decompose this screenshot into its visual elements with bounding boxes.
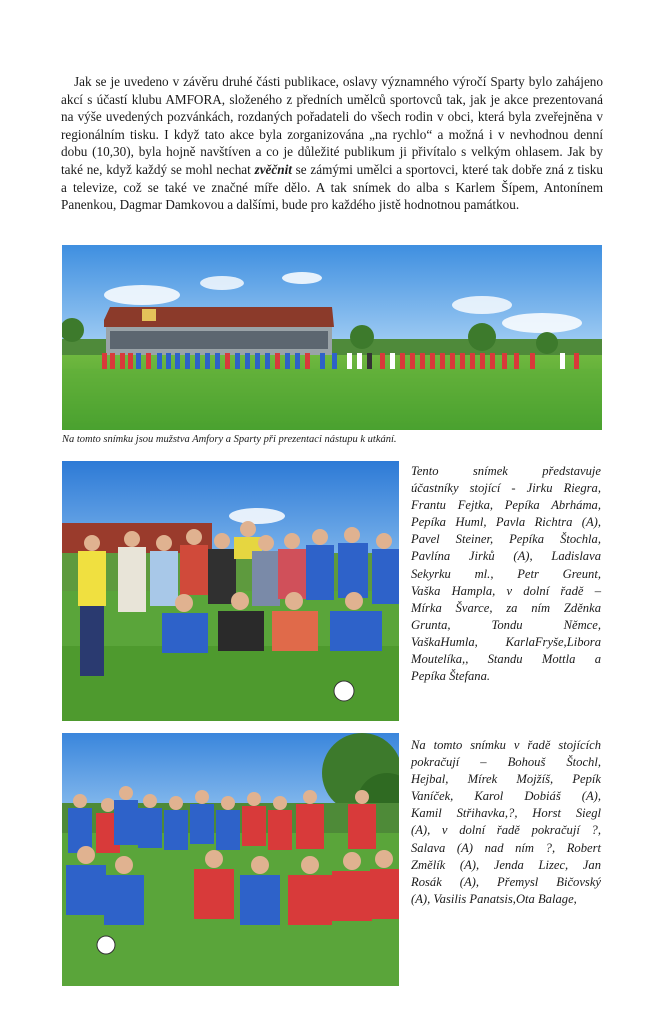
article-text-end: se zámými umělci a sportovci, které tak dobře zná z tisku a televize, což se také ve značné míře dělo. A tak snímek do alba s Karlem Šípem, Antonínem Panenkou, Dagmar Damkovou a dalšími, bude pro každého jistě hodnotnou památkou. bbox=[61, 161, 603, 213]
caption-line: Salava (A) nad ním ?, Robert bbox=[411, 840, 601, 855]
caption-line: Pavel Steiner, Pepíka Štochla, bbox=[411, 532, 601, 547]
photo1-caption: Na tomto snímku jsou mužstva Amfory a Sparty při prezentaci nástupu k utkání. bbox=[62, 434, 397, 445]
caption-line: Rosák (A), Přemysl Bičovský bbox=[411, 874, 601, 889]
caption-line: Pavlína Jirků (A), Ladislava bbox=[411, 549, 601, 564]
photo3-caption bbox=[411, 737, 601, 908]
caption-line: VaškaHumla, KarlaFryše,Libora bbox=[411, 634, 601, 649]
group-photo-2 bbox=[62, 733, 399, 986]
teams-lineup-photo bbox=[62, 245, 602, 430]
caption-line: Grunta, Tondu Němce, bbox=[411, 617, 601, 632]
group-photo-1 bbox=[62, 461, 399, 721]
photo2-caption bbox=[411, 463, 601, 685]
caption-line: (A), v dolní řadě pokračují ?, bbox=[411, 823, 601, 838]
caption-line: Na tomto snímku v řadě stojících bbox=[411, 738, 601, 752]
caption-line: Vaška Hampla, v dolní řadě – bbox=[411, 583, 601, 598]
caption-line: účastníky stojící - Jirku Riegra, bbox=[411, 481, 601, 496]
article-paragraph bbox=[61, 73, 603, 214]
caption-line: Kamil Střihavka,?, Horst Siegl bbox=[411, 806, 601, 821]
article-text-start: Jak se je uvedeno v závěru druhé části publikace, oslavy významného výročí Sparty bylo zahájeno akcí s účastí klubu AMFORA, složeného z předních umělců sportovců tak, jak je akce prezentovaná na výše uvedených pozvánkách, rozdaných pořadateli do všech rodin v obci, která byla zveřejněna v regionálním tisku. I když tato akce byla zorganizována „na rychlo“ a možná i v nevhodnou denní dobu (10,30), byla hojně navštíven a co je důležité publikum ji přivítalo s velkým ohlasem. Jak by také ne, když každý se mohl nechat bbox=[61, 74, 603, 177]
caption-line: Sekyrku ml., Petr Greunt, bbox=[411, 566, 601, 581]
article-italic-word: zvěčnit bbox=[254, 161, 292, 177]
caption-line: Změlík (A), Jenda Lizec, Jan bbox=[411, 857, 601, 872]
caption-line: Pepíka Štefana. bbox=[411, 669, 491, 684]
caption-line: Frantu Fejtka, Pepíka Abrháma, bbox=[411, 498, 601, 513]
caption-line: Vaníček, Karol Dobiáš (A), bbox=[411, 789, 601, 804]
caption-line: Mírka Švarce, za ním Zděnka bbox=[411, 600, 601, 615]
caption-line: (A), Vasilis Panatsis,Ota Balage, bbox=[411, 891, 577, 906]
caption-line: Tento snímek představuje bbox=[411, 464, 601, 478]
caption-line: Moutelíka,, Standu Mottla a bbox=[411, 652, 601, 667]
caption-line: Pepíka Huml, Pavla Richtra (A), bbox=[411, 515, 601, 530]
caption-line: Hejbal, Mírek Mojžíš, Pepík bbox=[411, 772, 601, 787]
caption-line: pokračují – Bohouš Štochl, bbox=[411, 755, 601, 770]
